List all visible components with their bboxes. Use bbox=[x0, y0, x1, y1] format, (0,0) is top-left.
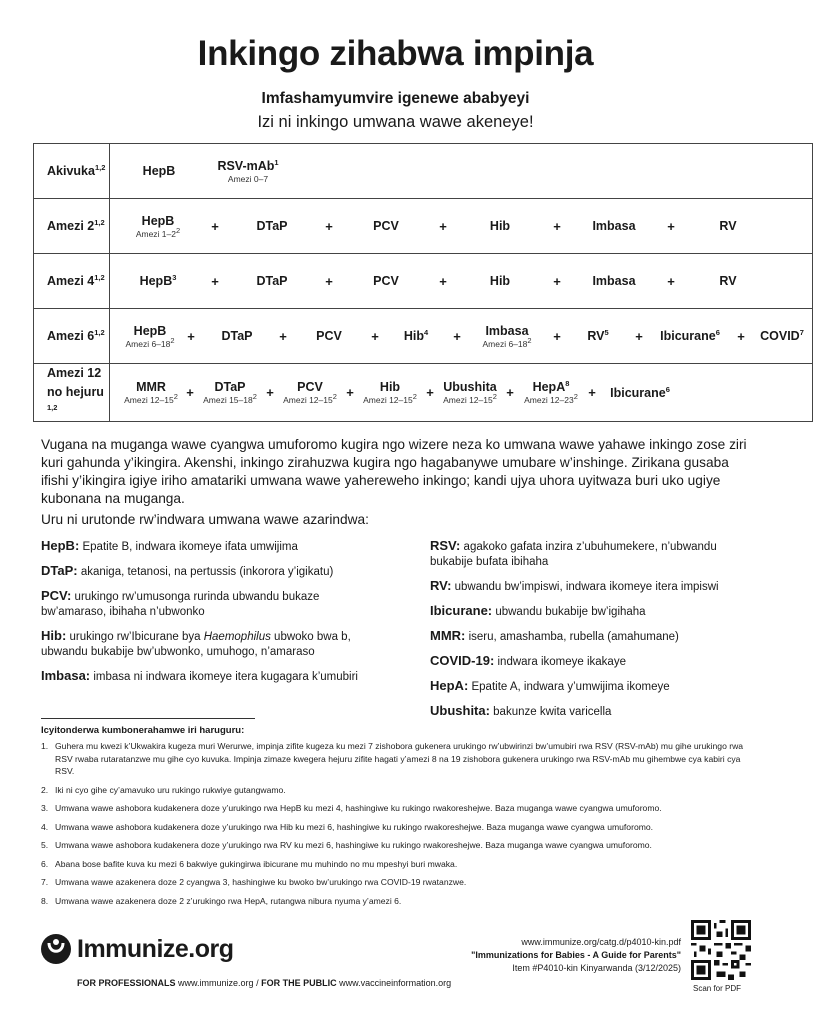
plus-sign: + bbox=[371, 328, 379, 344]
plus-sign: + bbox=[506, 385, 514, 400]
vaccine-age-range bbox=[124, 392, 178, 405]
schedule-row bbox=[34, 144, 813, 199]
vaccine-name bbox=[214, 380, 245, 394]
disease-item bbox=[41, 538, 386, 555]
vaccine-footnote-ref: 6 bbox=[715, 327, 720, 337]
plus-sign: + bbox=[211, 273, 219, 289]
vaccine-name bbox=[719, 274, 736, 288]
vaccine-item bbox=[348, 219, 424, 233]
vaccine-footnote-ref: 4 bbox=[423, 327, 429, 337]
vaccines-cell bbox=[110, 254, 813, 309]
vaccine-age-range bbox=[283, 392, 337, 405]
vaccine-name bbox=[587, 329, 608, 343]
footnote-text: Umwana wawe azakenera doze 2 cyangwa 3, hashingiwe ku bwoko bw’urukingo rwa COVID-19 rwatanzwe. bbox=[55, 877, 467, 887]
disease-term: COVID-19: bbox=[430, 653, 495, 668]
disease-item bbox=[430, 603, 760, 620]
vaccine-name bbox=[136, 380, 166, 394]
vaccine-name-text: HepB bbox=[142, 164, 176, 178]
document-title: "Immunizations for Babies - A Guide for Parents" bbox=[471, 950, 681, 960]
immunize-logo[interactable] bbox=[41, 934, 234, 964]
plus-sign: + bbox=[553, 273, 561, 289]
vaccines-cell bbox=[110, 144, 813, 199]
vaccine-name-text: COVID bbox=[760, 329, 800, 343]
vaccine-name bbox=[316, 329, 342, 343]
vaccine-item bbox=[198, 380, 262, 405]
plus-sign: + bbox=[325, 218, 333, 234]
vaccine-item bbox=[120, 214, 196, 239]
qr-label: Scan for PDF bbox=[693, 984, 742, 993]
disease-term: RV: bbox=[430, 578, 452, 593]
vaccine-age-range-text: Amezi 6–18 bbox=[125, 338, 171, 349]
vaccine-item bbox=[518, 380, 584, 405]
page-title: Inkingo zihabwa impinja bbox=[197, 34, 594, 73]
vaccine-name-text: Ibicurane bbox=[610, 385, 666, 400]
vaccine-name-text: HepB bbox=[141, 213, 175, 228]
vaccine-name-text: DTaP bbox=[214, 380, 246, 394]
vaccine-item bbox=[576, 274, 652, 288]
disease-list-intro: Uru ni urutonde rw’indwara umwana wawe azarindwa: bbox=[41, 512, 369, 527]
vaccine-name bbox=[443, 380, 496, 394]
disease-item bbox=[430, 538, 760, 570]
page-subtitle: Imfashamyumvire igenewe ababyeyi bbox=[261, 90, 530, 107]
age-superscript: 1,2 bbox=[94, 162, 106, 172]
vaccine-item bbox=[650, 329, 730, 343]
age-label: Amezi 12 no hejuru bbox=[47, 366, 104, 399]
age-label: Akivuka bbox=[47, 164, 95, 178]
vaccine-footnote-ref: 5 bbox=[604, 327, 609, 337]
disease-description: bakunze kwita varicella bbox=[493, 706, 612, 718]
public-link[interactable]: www.vaccineinformation.org bbox=[339, 978, 452, 988]
vaccine-item bbox=[690, 274, 766, 288]
vaccine-name-text: Hib bbox=[403, 329, 424, 343]
footnote-text: Guhera mu kwezi k’Ukwakira kugeza muri Werurwe, impinja zifite kugeza ku mezi 7 zishobora gukenera urukingo rw’ubwirinzi bw’umubiri rwa RSV (RSV-mAb) mu gihe urukingo rwa RSV rwaba rutaratanzwe mu gihe cyo kuvuka. Impinja zimaze kwegera hejuru zifite hagati y’amezi 8 na 19 zishobora gukenera urukingo rwa RSV-mAb mu gihembwe cya kabiri cya RSV. bbox=[55, 741, 744, 776]
vaccine-name bbox=[142, 214, 175, 228]
vaccine-row bbox=[110, 199, 812, 253]
vaccine-item bbox=[120, 324, 180, 349]
footnote-text: Iki ni cyo gihe cy’amavuko uru rukingo rukwiye gutangwamo. bbox=[55, 784, 286, 795]
vaccine-item bbox=[462, 274, 538, 288]
document-item: Item #P4010-kin Kinyarwanda (3/12/2025) bbox=[512, 963, 681, 973]
vaccine-name bbox=[490, 219, 510, 233]
disease-term: DTaP: bbox=[41, 563, 78, 578]
disease-item bbox=[41, 668, 386, 685]
vaccine-row bbox=[110, 364, 812, 421]
vaccine-name-text: Hib bbox=[489, 219, 511, 233]
vaccine-name-text: RV bbox=[719, 274, 737, 288]
vaccine-age-range bbox=[482, 335, 532, 349]
schedule-row bbox=[34, 309, 813, 364]
vaccine-name-text: RV bbox=[587, 329, 605, 343]
age-cell bbox=[34, 309, 110, 364]
footnote bbox=[41, 784, 756, 797]
vaccine-name-text: Hib bbox=[379, 380, 401, 394]
vaccine-age-range bbox=[363, 392, 417, 405]
footnote-text: Umwana wawe ashobora kudakenera doze y’urukingo rwa RV ku mezi 6, hashingiwe ku rukingo rwakoreshejwe. Baza muganga wawe cyangwa umuforomo. bbox=[55, 840, 652, 850]
schedule-row bbox=[34, 254, 813, 309]
age-cell bbox=[34, 364, 110, 422]
vaccine-name-text: DTaP bbox=[256, 274, 288, 288]
vaccine-item bbox=[120, 164, 198, 178]
footnotes bbox=[41, 740, 756, 913]
footer-links bbox=[77, 978, 451, 988]
disease-term: PCV: bbox=[41, 588, 72, 603]
disease-description: Epatite B, indwara ikomeye ifata umwijima bbox=[82, 541, 298, 553]
disease-description: imbasa ni indwara ikomeye itera kugagara k’umubiri bbox=[93, 671, 358, 683]
age-label: Amezi 6 bbox=[47, 329, 95, 343]
vaccine-age-range bbox=[443, 392, 497, 405]
plus-sign: + bbox=[453, 328, 461, 344]
vaccine-item bbox=[690, 219, 766, 233]
vaccine-name bbox=[143, 164, 176, 178]
disease-description: urukingo rw’umusonga rurinda ubwandu bukaze bw’amaraso, ibihaha n’ubwonko bbox=[41, 591, 320, 618]
plus-sign: + bbox=[439, 273, 447, 289]
age-range-footnote-ref: 2 bbox=[332, 392, 337, 402]
vaccine-name bbox=[140, 274, 177, 288]
vaccine-age-range-text: Amezi 12–15 bbox=[443, 395, 493, 405]
disease-term: MMR: bbox=[430, 628, 466, 643]
vaccine-name bbox=[380, 380, 400, 394]
disease-item bbox=[41, 628, 386, 660]
disease-description: agakoko gafata inzira z’ubuhumekere, n’ubwandu bukabije bufata ibihaha bbox=[430, 541, 717, 568]
vaccine-item bbox=[468, 324, 546, 349]
vaccine-name bbox=[297, 380, 323, 394]
schedule-table bbox=[33, 143, 813, 422]
plus-sign: + bbox=[187, 328, 195, 344]
vaccine-name-text: DTaP bbox=[221, 329, 253, 343]
disease-item bbox=[430, 678, 760, 695]
disease-description: akaniga, tetanosi, na pertussis (inkorora y’igikatu) bbox=[80, 566, 334, 578]
vaccine-item bbox=[234, 219, 310, 233]
disease-term: HepA: bbox=[430, 678, 469, 693]
disease-term: Imbasa: bbox=[41, 668, 91, 683]
plus-sign: + bbox=[426, 385, 434, 400]
disease-item bbox=[430, 703, 760, 720]
vaccines-cell bbox=[110, 309, 813, 364]
vaccine-name-text: Hib bbox=[489, 274, 511, 288]
age-cell bbox=[34, 254, 110, 309]
age-superscript: 1,2 bbox=[94, 327, 105, 337]
vaccine-item bbox=[752, 329, 812, 343]
vaccine-footnote-ref: 6 bbox=[665, 384, 670, 394]
disease-term: HepB: bbox=[41, 538, 80, 553]
vaccine-name-text: HepB bbox=[133, 323, 167, 338]
vaccine-age-range-text: Amezi 15–18 bbox=[203, 395, 253, 405]
plus-sign: + bbox=[588, 385, 596, 400]
vaccine-age-range-text: Amezi 12–15 bbox=[363, 395, 413, 405]
footnote-number: 2. bbox=[41, 784, 49, 795]
vaccine-name bbox=[221, 329, 252, 343]
footnote-text: Umwana wawe ashobora kudakenera doze y’urukingo rwa Hib ku mezi 6, hashingiwe ku rukingo rwakoreshejwe. Baza muganga wawe cyangwa umuforomo. bbox=[55, 821, 654, 832]
age-range-footnote-ref: 2 bbox=[573, 392, 578, 402]
footnote-number: 1. bbox=[41, 741, 49, 751]
vaccine-name bbox=[217, 159, 278, 173]
vaccine-name bbox=[485, 324, 528, 338]
document-url[interactable]: www.immunize.org/catg.d/p4010-kin.pdf bbox=[521, 937, 681, 947]
age-superscript: 1,2 bbox=[94, 217, 105, 227]
footnote-number: 6. bbox=[41, 858, 49, 869]
vaccine-name-text: HepB bbox=[139, 274, 173, 288]
vaccine-name-text: Imbasa bbox=[485, 323, 529, 338]
age-range-footnote-ref: 2 bbox=[176, 225, 181, 235]
vaccine-row bbox=[110, 309, 812, 363]
vaccine-name-text: HepA bbox=[532, 380, 566, 394]
logo-text: Immunize.org bbox=[77, 934, 234, 963]
vaccine-age-range-text: Amezi 6–18 bbox=[482, 338, 528, 349]
vaccine-name bbox=[760, 329, 804, 343]
vaccine-name-text: Ibicurane bbox=[660, 329, 716, 343]
vaccine-item bbox=[202, 329, 272, 343]
age-range-footnote-ref: 2 bbox=[492, 392, 497, 402]
vaccine-item bbox=[278, 380, 342, 405]
vaccine-footnote-ref: 7 bbox=[799, 327, 804, 337]
age-range-footnote-ref: 2 bbox=[252, 392, 257, 402]
plus-sign: + bbox=[667, 273, 675, 289]
vaccine-name bbox=[256, 274, 287, 288]
age-cell bbox=[34, 144, 110, 199]
plus-sign: + bbox=[325, 273, 333, 289]
vaccine-name bbox=[660, 329, 720, 343]
vaccine-item bbox=[234, 274, 310, 288]
vaccine-item bbox=[198, 159, 298, 184]
vaccine-footnote-ref: 8 bbox=[565, 378, 570, 388]
footnote-text: Umwana wawe ashobora kudakenera doze y’urukingo rwa HepB ku mezi 4, hashingiwe ku rukingo rwakoreshejwe. Baza muganga wawe cyangwa umuforomo. bbox=[55, 803, 662, 813]
disease-description: ubwandu bukabije bw’igihaha bbox=[495, 606, 646, 618]
footnote bbox=[41, 876, 756, 889]
plus-sign: + bbox=[346, 385, 354, 400]
vaccine-name-text: PCV bbox=[373, 274, 399, 288]
plus-sign: + bbox=[737, 328, 745, 344]
vaccines-cell bbox=[110, 364, 813, 422]
plus-sign: + bbox=[266, 385, 274, 400]
vaccine-name-text: RSV-mAb bbox=[217, 158, 275, 173]
vaccine-age-range-text: Amezi 1–2 bbox=[135, 228, 176, 239]
professionals-label: FOR PROFESSIONALS bbox=[77, 978, 176, 988]
disease-list-left bbox=[41, 538, 386, 693]
vaccine-item bbox=[358, 380, 422, 405]
plus-sign: + bbox=[635, 328, 643, 344]
vaccine-name bbox=[134, 324, 167, 338]
vaccine-name-text: RV bbox=[719, 219, 737, 233]
footnotes-title: Icyitonderwa kumbonerahamwe iri haruguru: bbox=[41, 725, 245, 736]
vaccine-name bbox=[404, 329, 428, 343]
plus-sign: + bbox=[186, 385, 194, 400]
plus-sign: + bbox=[279, 328, 287, 344]
disease-description: iseru, amashamba, rubella (amahumane) bbox=[468, 631, 679, 643]
plus-sign: + bbox=[211, 218, 219, 234]
vaccine-name bbox=[373, 219, 399, 233]
vaccine-age-range-text: Amezi 12–23 bbox=[524, 395, 574, 405]
footnote-divider bbox=[41, 718, 255, 719]
vaccine-name bbox=[592, 274, 635, 288]
disease-term: Ibicurane: bbox=[430, 603, 493, 618]
vaccine-name-text: Imbasa bbox=[592, 274, 636, 288]
disease-item bbox=[430, 578, 760, 595]
vaccine-item bbox=[294, 329, 364, 343]
plus-sign: + bbox=[553, 218, 561, 234]
footnote-number: 7. bbox=[41, 877, 49, 887]
age-cell bbox=[34, 199, 110, 254]
footnote bbox=[41, 802, 756, 815]
vaccine-name-text: Ubushita bbox=[443, 380, 497, 394]
vaccine-name bbox=[490, 274, 510, 288]
footnote-number: 5. bbox=[41, 840, 49, 850]
disease-description: urukingo rw’Ibicurane bya Haemophilus ubwoko bwa b, ubwandu bukabije bw’ubwonko, umuhogo, n’amaraso bbox=[41, 631, 351, 658]
vaccine-name-text: Imbasa bbox=[592, 219, 636, 233]
disease-term: RSV: bbox=[430, 538, 461, 553]
vaccine-item bbox=[120, 380, 182, 405]
disease-description: Epatite A, indwara y’umwijima ikomeye bbox=[471, 681, 670, 693]
age-range-footnote-ref: 2 bbox=[412, 392, 417, 402]
footnote-number: 3. bbox=[41, 803, 49, 813]
age-range-footnote-ref: 2 bbox=[170, 335, 175, 345]
disease-item bbox=[41, 588, 386, 620]
disease-item bbox=[430, 653, 760, 670]
schedule-row bbox=[34, 199, 813, 254]
vaccine-name bbox=[256, 219, 287, 233]
vaccine-age-range bbox=[228, 174, 268, 184]
vaccine-age-range bbox=[125, 335, 175, 349]
logo-mark-icon bbox=[41, 934, 71, 964]
disease-item bbox=[41, 563, 386, 580]
vaccine-age-range-text: Amezi 0–7 bbox=[227, 173, 269, 184]
page-tagline: Izi ni inkingo umwana wawe akeneye! bbox=[257, 113, 534, 131]
footnote bbox=[41, 821, 756, 834]
plus-sign: + bbox=[667, 218, 675, 234]
vaccine-name-text: DTaP bbox=[256, 219, 288, 233]
intro-paragraph: Vugana na muganga wawe cyangwa umuforomo kugira ngo wizere neza ko umwana wawe yahawe inkingo zose ziri kuri gahunda y’ikingira. Akenshi, inkingo zirahuzwa kugira ngo hagabanywe umubare w’inshinge. Zirikana gusaba ifishi y’ikingira igiye iriho amatariki umwana wawe yahereweho inkingo; kandi ujya uhora uyitwaza buri uko ugiye kubonana na muganga. bbox=[41, 437, 747, 506]
vaccine-name-text: MMR bbox=[136, 380, 166, 394]
vaccine-name-text: PCV bbox=[373, 219, 399, 233]
footnote-number: 4. bbox=[41, 821, 49, 832]
vaccine-age-range-text: Amezi 12–15 bbox=[124, 395, 174, 405]
vaccine-name bbox=[373, 274, 399, 288]
vaccine-item bbox=[120, 274, 196, 288]
vaccine-age-range bbox=[524, 392, 578, 405]
vaccine-name bbox=[719, 219, 736, 233]
vaccine-item bbox=[386, 329, 446, 343]
age-superscript: 1,2 bbox=[94, 272, 105, 282]
qr-code-icon[interactable] bbox=[691, 920, 751, 980]
vaccine-name bbox=[610, 386, 670, 400]
vaccine-name-text: PCV bbox=[316, 329, 342, 343]
footer-separator: / bbox=[256, 978, 259, 988]
professionals-link[interactable]: www.immunize.org bbox=[178, 978, 254, 988]
vaccine-name-text: PCV bbox=[297, 380, 323, 394]
vaccine-item bbox=[576, 219, 652, 233]
vaccine-footnote-ref: 1 bbox=[274, 157, 279, 167]
disease-list-right bbox=[430, 538, 760, 728]
vaccine-item bbox=[348, 274, 424, 288]
vaccine-name bbox=[592, 219, 635, 233]
disease-item bbox=[430, 628, 760, 645]
age-label: Amezi 2 bbox=[47, 219, 95, 233]
disease-description: ubwandu bw’impiswi, indwara ikomeye itera impiswi bbox=[454, 581, 719, 593]
footnote bbox=[41, 858, 756, 871]
vaccine-age-range bbox=[203, 392, 257, 405]
vaccine-name bbox=[533, 380, 570, 394]
age-label: Amezi 4 bbox=[47, 274, 95, 288]
footnote bbox=[41, 839, 756, 852]
footnote bbox=[41, 895, 756, 908]
vaccine-age-range bbox=[135, 225, 181, 239]
age-range-footnote-ref: 2 bbox=[173, 392, 178, 402]
schedule-row bbox=[34, 364, 813, 422]
vaccine-item bbox=[438, 380, 502, 405]
vaccines-cell bbox=[110, 199, 813, 254]
footnote-text: Abana bose bafite kuva ku mezi 6 bakwiye gukingirwa ibicurane mu muhindo no mu mpeshyi buri mwaka. bbox=[55, 858, 458, 869]
disease-term: Ubushita: bbox=[430, 703, 490, 718]
footnote-number: 8. bbox=[41, 895, 49, 906]
plus-sign: + bbox=[553, 328, 561, 344]
plus-sign: + bbox=[439, 218, 447, 234]
age-range-footnote-ref: 2 bbox=[527, 335, 532, 345]
vaccine-row bbox=[110, 144, 812, 198]
public-label: FOR THE PUBLIC bbox=[261, 978, 337, 988]
vaccine-item bbox=[462, 219, 538, 233]
vaccine-item bbox=[568, 329, 628, 343]
document-info bbox=[471, 936, 681, 975]
footnote bbox=[41, 740, 756, 778]
disease-term: Hib: bbox=[41, 628, 67, 643]
vaccine-age-range-text: Amezi 12–15 bbox=[283, 395, 333, 405]
vaccine-footnote-ref: 3 bbox=[172, 272, 177, 282]
vaccine-row bbox=[110, 254, 812, 308]
footnote-text: Umwana wawe azakenera doze 2 z’urukingo rwa HepA, rutangwa nibura nyuma y’amezi 6. bbox=[55, 895, 402, 906]
disease-description: indwara ikomeye ikakaye bbox=[497, 656, 626, 668]
vaccine-item bbox=[600, 386, 680, 400]
age-superscript: 1,2 bbox=[47, 402, 58, 412]
